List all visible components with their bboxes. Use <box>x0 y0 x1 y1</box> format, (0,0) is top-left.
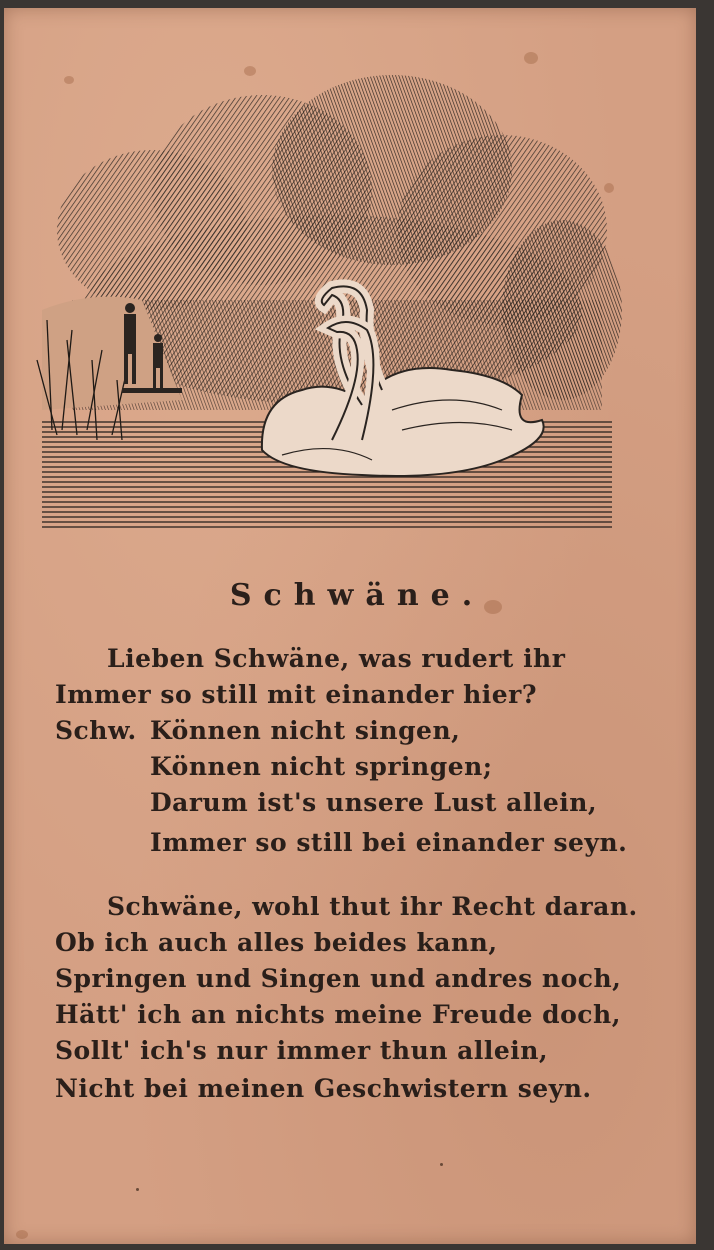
swans-engraving-illustration <box>32 60 622 538</box>
poem-line: Nicht bei meinen Geschwistern seyn. <box>55 1074 592 1103</box>
speaker-label: Schw. <box>55 716 137 745</box>
poem-line: Springen und Singen und andres noch, <box>55 964 622 993</box>
poem-title: Schwäne. <box>229 578 485 613</box>
foxing-dot <box>440 1163 443 1166</box>
poem-line: Schwäne, wohl thut ihr Recht daran. <box>107 892 638 921</box>
poem-line: Können nicht springen; <box>150 752 493 781</box>
foxing-spot <box>16 1230 28 1239</box>
poem-line: Ob ich auch alles beides kann, <box>55 928 498 957</box>
poem-line: Immer so still mit einander hier? <box>55 680 537 709</box>
poem-line: Hätt' ich an nichts meine Freude doch, <box>55 1000 621 1029</box>
poem-line: Lieben Schwäne, was rudert ihr <box>107 644 566 673</box>
poem-line: Können nicht singen, <box>150 716 461 745</box>
poem-line: Sollt' ich's nur immer thun allein, <box>55 1036 549 1065</box>
poem-line: Immer so still bei einander seyn. <box>150 828 628 857</box>
poem-line: Darum ist's unsere Lust allein, <box>150 788 598 817</box>
foxing-dot <box>136 1188 139 1191</box>
